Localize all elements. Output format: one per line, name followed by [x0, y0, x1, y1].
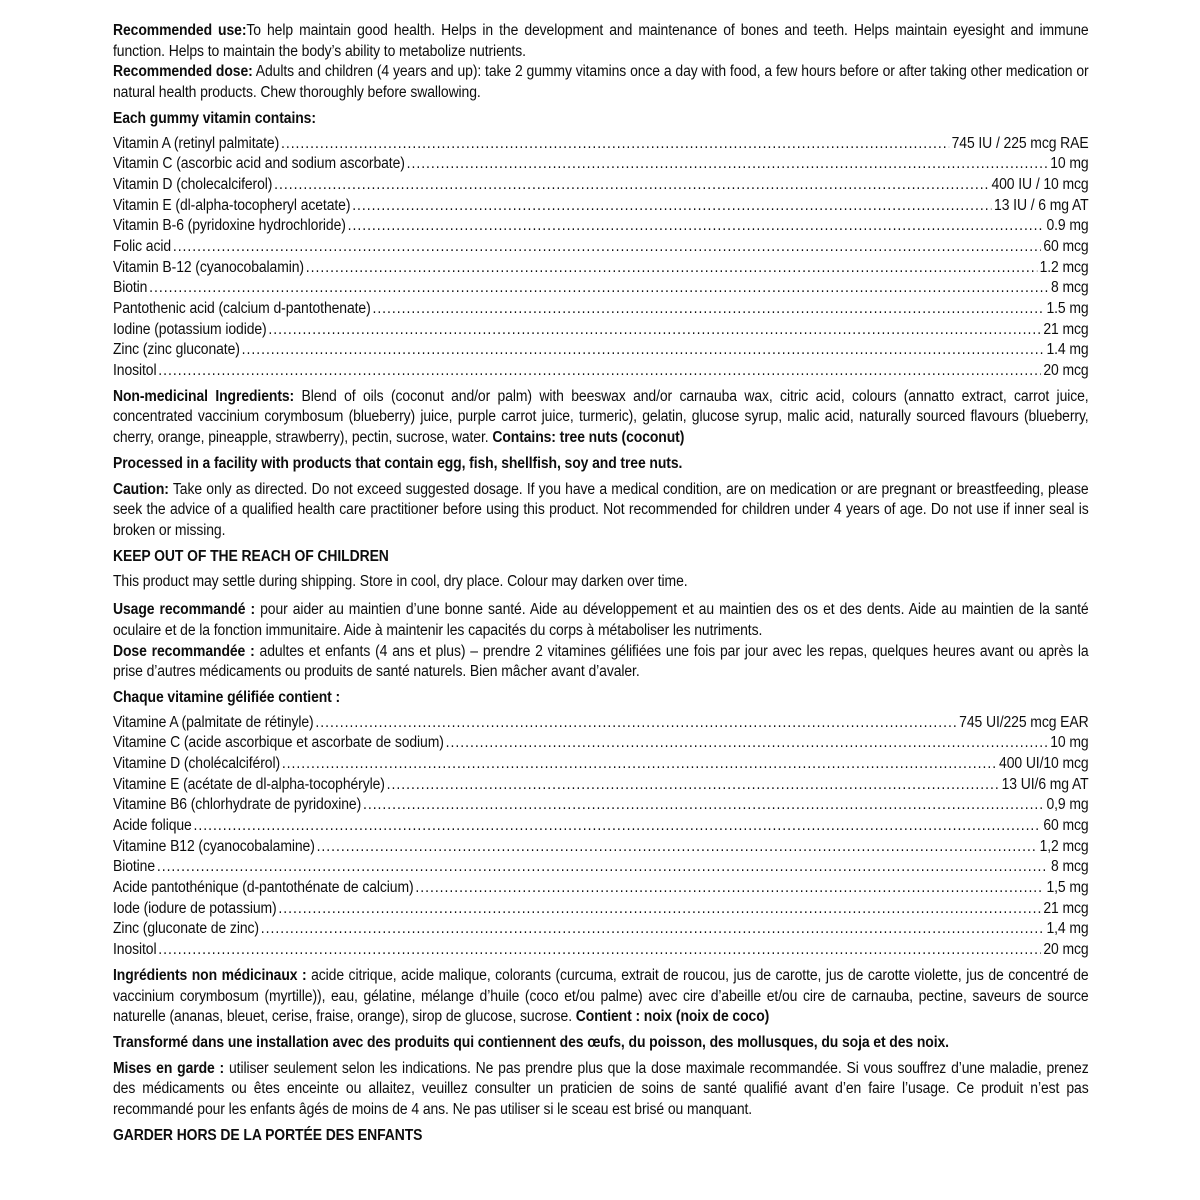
ingredient-name: Biotine [113, 858, 156, 876]
ingredient-name: Vitamin A (retinyl palmitate) [113, 134, 280, 152]
recommended-dose-text: Adults and children (4 years and up): take 2 gummy vitamins once a day with food, a few hours before or after taking other medication or natural health products. Chew thoroughly before swallowing. [113, 63, 1089, 102]
ingredient-row [113, 340, 1089, 361]
ingredient-row [113, 237, 1089, 258]
mises-en-garde-paragraph [113, 1059, 1089, 1121]
usage-recommande-text: pour aider au maintien d’une bonne santé. Aide au développement et au maintien des os et des dents. Aide au maintien de la santé oculaire et de la fonction immunitaire. Aide à maintenir les capacités du corps à métaboliser les nutriments. [113, 601, 1089, 639]
non-medicinal-paragraph [113, 387, 1089, 449]
non-medicinal-label: Non-medicinal Ingredients: [113, 387, 295, 405]
ingredient-row [113, 196, 1089, 217]
recommended-use-label: Recommended use: [113, 22, 247, 39]
ingredient-amount: 400 IU / 10 mcg [991, 175, 1089, 193]
dot-leader [315, 713, 956, 734]
ingredient-name: Acide pantothénique (d-pantothénate de calcium) [113, 879, 414, 897]
ingredient-amount: 745 IU / 225 mcg RAE [951, 134, 1089, 152]
ingredient-name: Inositol [113, 362, 157, 380]
ingredient-amount: 60 mcg [1043, 237, 1089, 255]
dot-leader [149, 278, 1048, 299]
contient-allergen-statement: Contient : noix (noix de coco) [575, 1008, 770, 1026]
ingredient-name: Vitamin D (cholecalciferol) [113, 175, 273, 193]
ingredient-row [113, 154, 1089, 175]
ingredients-non-medicinaux-paragraph [113, 966, 1089, 1028]
ingredient-amount: 0.9 mg [1046, 217, 1089, 235]
ingredient-amount: 1,4 mg [1046, 920, 1089, 938]
ingredient-name: Vitamine B12 (cyanocobalamine) [113, 837, 315, 855]
caution-text: Take only as directed. Do not exceed suggested dosage. If you have a medical condition, are on medication or are pregnant or breastfeeding, please seek the advice of a qualified health care practitioner before using this product. Not recommended for children under 4 years of age. Do not use if inner seal is broken or missing. [113, 480, 1089, 539]
ingredient-row [113, 857, 1089, 878]
ingredient-row [113, 175, 1089, 196]
ingredient-row [113, 258, 1089, 279]
dot-leader [173, 237, 1041, 258]
ingredient-name: Vitamin E (dl-alpha-tocopheryl acetate) [113, 196, 351, 214]
ingredient-amount: 1.4 mg [1046, 341, 1089, 359]
non-medicinal-text: Blend of oils (coconut and/or palm) with beeswax and/or carnauba wax, citric acid, colours (annatto extract, carrot juice, concentrated vaccinium corymbosum (blueberry) juice, purple carrot juice, turmeric), gelatin, glucose syrup, malic acid, naturally sourced flavours (blueberry, cherry, orange, pineapple, strawberry), pectin, sucrose, water. [113, 387, 1089, 447]
ingredients-non-medicinaux-text: acide citrique, acide malique, colorants (curcuma, extrait de roucou, jus de carotte, jus de carotte violette, jus de concentré de vaccinium corymbosum (myrtille)), eau, gélatine, mélange d’huile (coco et/ou palme) avec cire d’abeille et/ou cire de carnauba, pectine, saveurs de source naturelle (ananas, bleuet, cerise, fraise, orange), sirop de glucose, sucrose. [113, 966, 1089, 1026]
facility-statement-en: Processed in a facility with products that contain egg, fish, shellfish, soy and tree nuts. [113, 454, 683, 472]
ingredient-row [113, 320, 1089, 341]
ingredient-row [113, 361, 1089, 382]
caution-label: Caution: [113, 480, 169, 498]
dot-leader [352, 196, 991, 217]
ingredient-name: Vitamin B-12 (cyanocobalamin) [113, 258, 304, 276]
dose-recommandee-label: Dose recommandée : [113, 642, 255, 660]
dot-leader [363, 795, 1044, 816]
dot-leader [158, 361, 1040, 382]
dot-leader [415, 878, 1043, 899]
ingredient-list-fr [113, 713, 1089, 961]
ingredient-name: Vitamine A (palmitate de rétinyle) [113, 713, 314, 731]
ingredient-row [113, 775, 1089, 796]
ingredient-name: Vitamine E (acétate de dl-alpha-tocophéryle) [113, 775, 385, 793]
chaque-vitamine-heading: Chaque vitamine gélifiée contient : [113, 688, 341, 706]
ingredient-amount: 8 mcg [1051, 279, 1089, 297]
ingredient-amount: 13 IU / 6 mg AT [994, 196, 1089, 214]
ingredient-name: Iode (iodure de potassium) [113, 899, 277, 917]
dot-leader [274, 175, 989, 196]
ingredient-row [113, 837, 1089, 858]
ingredient-list-en [113, 134, 1089, 382]
ingredient-name: Zinc (gluconate de zinc) [113, 920, 259, 938]
supplement-label-sheet [113, 21, 1089, 1146]
ingredient-amount: 10 mg [1050, 155, 1089, 173]
contains-allergen-statement: Contains: tree nuts (coconut) [492, 429, 685, 447]
dot-leader [281, 134, 949, 155]
ingredient-amount: 1.2 mcg [1039, 258, 1089, 276]
ingredient-amount: 8 mcg [1051, 858, 1089, 876]
ingredient-amount: 20 mcg [1043, 941, 1089, 959]
dot-leader [348, 216, 1044, 237]
recommended-dose-label: Recommended dose: [113, 63, 253, 81]
ingredient-name: Vitamin B-6 (pyridoxine hydrochloride) [113, 217, 346, 235]
ingredient-amount: 0,9 mg [1046, 796, 1089, 814]
ingredient-name: Vitamine D (cholécalciférol) [113, 754, 281, 772]
ingredient-name: Pantothenic acid (calcium d-pantothenate) [113, 300, 371, 318]
dot-leader [446, 733, 1048, 754]
recommended-use-paragraph [113, 21, 1089, 62]
dot-leader [194, 816, 1041, 837]
dot-leader [306, 258, 1037, 279]
ingredient-name: Zinc (zinc gluconate) [113, 341, 240, 359]
ingredient-row [113, 278, 1089, 299]
ingredient-row [113, 795, 1089, 816]
ingredient-amount: 400 UI/10 mcg [999, 754, 1089, 772]
dot-leader [261, 919, 1044, 940]
dot-leader [278, 899, 1040, 920]
ingredient-amount: 21 mcg [1043, 899, 1089, 917]
ingredient-amount: 1,5 mg [1046, 879, 1089, 897]
dose-recommandee-text: adultes et enfants (4 ans et plus) – prendre 2 vitamines gélifiées une fois par jour avec les repas, quelques heures avant ou après la prise d’autres médicaments ou produits de santé naturels. Bien mâcher avant d’avaler. [113, 642, 1089, 681]
dot-leader [158, 940, 1040, 961]
ingredient-name: Inositol [113, 941, 157, 959]
mises-en-garde-label: Mises en garde : [113, 1059, 225, 1077]
dot-leader [282, 754, 997, 775]
ingredient-name: Vitamine B6 (chlorhydrate de pyridoxine) [113, 796, 362, 814]
dot-leader [157, 857, 1049, 878]
ingredient-row [113, 713, 1089, 734]
ingredient-row [113, 134, 1089, 155]
dot-leader [242, 340, 1044, 361]
ingredients-non-medicinaux-label: Ingrédients non médicinaux : [113, 966, 307, 984]
storage-note: This product may settle during shipping. Store in cool, dry place. Colour may darken over time. [113, 573, 688, 591]
ingredient-row [113, 216, 1089, 237]
ingredient-name: Biotin [113, 279, 148, 297]
ingredient-amount: 1.5 mg [1046, 300, 1089, 318]
facility-statement-fr: Transformé dans une installation avec des produits qui contiennent des œufs, du poisson, des mollusques, du soja et des noix. [113, 1033, 949, 1051]
ingredient-amount: 60 mcg [1043, 817, 1089, 835]
ingredient-amount: 745 UI/225 mcg EAR [959, 713, 1089, 731]
recommended-dose-paragraph [113, 62, 1089, 103]
ingredient-amount: 1,2 mcg [1039, 837, 1089, 855]
ingredient-amount: 20 mcg [1043, 362, 1089, 380]
dose-recommandee-paragraph [113, 642, 1089, 683]
recommended-use-text: To help maintain good health. Helps in the development and maintenance of bones and teeth. Helps maintain eyesight and immune function. Helps to maintain the body’s ability to metabolize nutrients. [113, 22, 1089, 60]
caution-paragraph [113, 480, 1089, 542]
ingredient-name: Iodine (potassium iodide) [113, 320, 267, 338]
dot-leader [407, 154, 1048, 175]
ingredient-row [113, 919, 1089, 940]
ingredient-row [113, 940, 1089, 961]
ingredient-row [113, 878, 1089, 899]
ingredient-name: Vitamine C (acide ascorbique et ascorbate de sodium) [113, 734, 444, 752]
ingredient-row [113, 899, 1089, 920]
usage-recommande-label: Usage recommandé : [113, 601, 256, 619]
ingredient-row [113, 299, 1089, 320]
ingredient-amount: 21 mcg [1043, 320, 1089, 338]
ingredient-row [113, 733, 1089, 754]
dot-leader [268, 320, 1040, 341]
ingredient-name: Acide folique [113, 817, 192, 835]
usage-recommande-paragraph [113, 600, 1089, 641]
dot-leader [372, 299, 1043, 320]
dot-leader [387, 775, 999, 796]
keep-out-heading-fr: GARDER HORS DE LA PORTÉE DES ENFANTS [113, 1126, 423, 1144]
keep-out-heading-en: KEEP OUT OF THE REACH OF CHILDREN [113, 547, 389, 565]
ingredient-row [113, 754, 1089, 775]
each-gummy-contains-heading: Each gummy vitamin contains: [113, 109, 316, 127]
dot-leader [317, 837, 1037, 858]
ingredient-name: Folic acid [113, 237, 172, 255]
mises-en-garde-text: utiliser seulement selon les indications. Ne pas prendre plus que la dose maximale recommandée. Si vous souffrez d’une maladie, prenez des médicaments ou êtes enceinte ou allaitez, veuillez consulter un praticien de soins de santé qualifié avant d’en faire l’usage. Ce produit n’est pas recommandé pour les enfants âgés de moins de 4 ans. Ne pas utiliser si le sceau est brisé ou manquant. [113, 1059, 1089, 1119]
ingredient-amount: 10 mg [1050, 734, 1089, 752]
ingredient-name: Vitamin C (ascorbic acid and sodium ascorbate) [113, 155, 405, 173]
ingredient-row [113, 816, 1089, 837]
ingredient-amount: 13 UI/6 mg AT [1001, 775, 1089, 793]
